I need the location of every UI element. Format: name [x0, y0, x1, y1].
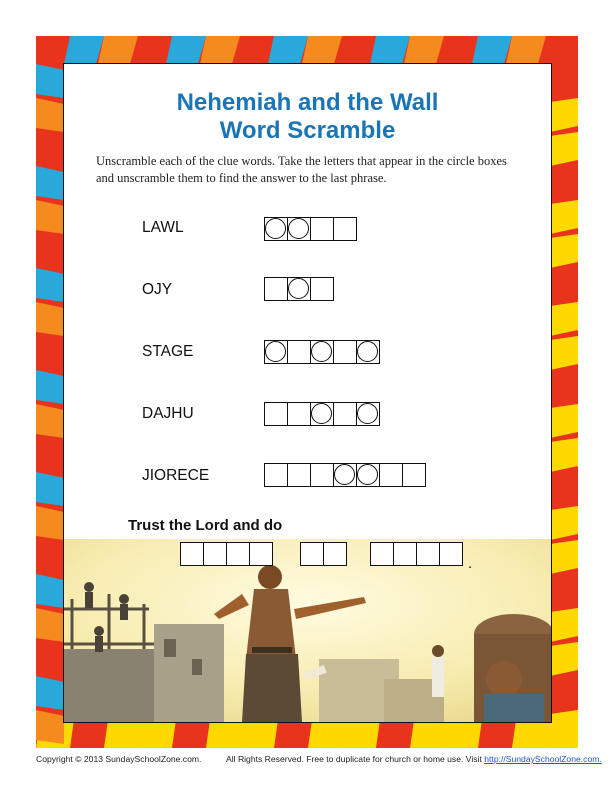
border-tile	[550, 268, 578, 302]
border-tile	[550, 200, 578, 234]
letter-box[interactable]	[310, 463, 334, 487]
letter-box[interactable]	[287, 340, 311, 364]
letter-box[interactable]	[310, 277, 334, 301]
page-title-line1: Nehemiah and the Wall	[176, 89, 439, 116]
final-letter-box[interactable]	[249, 542, 273, 566]
clue-word-5: JIORECE	[142, 467, 210, 484]
answer-boxes-2[interactable]	[264, 277, 334, 301]
letter-box[interactable]	[379, 463, 403, 487]
footer-link[interactable]: http://SundaySchoolZone.com.	[484, 754, 602, 764]
border-tile	[550, 132, 578, 166]
wall-building-illustration	[64, 539, 551, 722]
border-tile	[512, 720, 552, 748]
border-tile	[240, 720, 280, 748]
final-letter-box[interactable]	[439, 542, 463, 566]
border-tile	[550, 472, 578, 506]
border-tile	[540, 36, 578, 64]
footer-rights	[226, 754, 602, 764]
final-answer-boxes-3[interactable]	[370, 542, 463, 566]
border-tile	[550, 336, 578, 370]
border-tile	[550, 438, 578, 472]
border-tile	[36, 370, 64, 404]
circle-letter-box[interactable]	[264, 340, 288, 364]
clue-word-2: OJY	[142, 281, 173, 298]
border-tile	[36, 200, 64, 234]
border-tile	[70, 720, 110, 748]
border-tile	[36, 472, 64, 506]
final-phrase: Trust the Lord and do	[128, 517, 283, 534]
circle-letter-box[interactable]	[333, 463, 357, 487]
letter-box[interactable]	[333, 217, 357, 241]
circle-letter-box[interactable]	[310, 340, 334, 364]
circle-letter-box[interactable]	[356, 402, 380, 426]
border-tile	[550, 166, 578, 200]
border-tile	[36, 166, 64, 200]
final-period: .	[468, 555, 473, 572]
answer-boxes-3[interactable]	[264, 340, 380, 364]
border-tile	[274, 720, 314, 748]
final-letter-box[interactable]	[370, 542, 394, 566]
page-title-line2: Word Scramble	[219, 117, 396, 144]
footer-rights-text: All Rights Reserved. Free to duplicate for church or home use. Visit	[226, 754, 482, 764]
border-tile	[550, 98, 578, 132]
final-letter-box[interactable]	[300, 542, 324, 566]
footer-copyright: Copyright © 2013 SundaySchoolZone.com.	[36, 754, 202, 764]
letter-box[interactable]	[264, 402, 288, 426]
border-tile	[376, 720, 416, 748]
border-tile	[36, 336, 64, 370]
final-letter-box[interactable]	[226, 542, 250, 566]
final-letter-box[interactable]	[180, 542, 204, 566]
border-tile	[104, 720, 144, 748]
letter-box[interactable]	[333, 402, 357, 426]
final-letter-box[interactable]	[203, 542, 227, 566]
border-tile	[36, 234, 64, 268]
border-tile	[550, 404, 578, 438]
border-tile	[342, 720, 382, 748]
border-tile	[206, 720, 246, 748]
instructions: Unscramble each of the clue words. Take the letters that appear in the circle boxes and unscramble them to find the answer to the last phrase.	[96, 154, 507, 185]
border-tile	[478, 720, 518, 748]
letter-box[interactable]	[264, 277, 288, 301]
clue-word-1: LAWL	[142, 219, 184, 236]
letter-box[interactable]	[333, 340, 357, 364]
border-tile	[444, 720, 484, 748]
worksheet-panel	[63, 63, 552, 723]
final-letter-box[interactable]	[323, 542, 347, 566]
border-tile	[36, 268, 64, 302]
border-tile	[36, 302, 64, 336]
final-letter-box[interactable]	[393, 542, 417, 566]
circle-letter-box[interactable]	[356, 463, 380, 487]
border-tile	[138, 720, 178, 748]
circle-letter-box[interactable]	[310, 402, 334, 426]
border-tile	[36, 506, 64, 540]
border-tile	[36, 438, 64, 472]
final-answer-boxes-1[interactable]	[180, 542, 273, 566]
circle-letter-box[interactable]	[264, 217, 288, 241]
border-tile	[550, 234, 578, 268]
border-tile	[36, 132, 64, 166]
letter-box[interactable]	[287, 463, 311, 487]
letter-box[interactable]	[264, 463, 288, 487]
border-tile	[550, 302, 578, 336]
circle-letter-box[interactable]	[287, 277, 311, 301]
circle-letter-box[interactable]	[356, 340, 380, 364]
answer-boxes-4[interactable]	[264, 402, 380, 426]
final-answer-boxes-2[interactable]	[300, 542, 347, 566]
circle-letter-box[interactable]	[287, 217, 311, 241]
border-tile	[36, 404, 64, 438]
border-tile	[308, 720, 348, 748]
border-tile	[550, 64, 578, 98]
border-tile	[172, 720, 212, 748]
letter-box[interactable]	[310, 217, 334, 241]
answer-boxes-1[interactable]	[264, 217, 357, 241]
border-tile	[550, 370, 578, 404]
clue-word-3: STAGE	[142, 343, 194, 360]
letter-box[interactable]	[287, 402, 311, 426]
final-letter-box[interactable]	[416, 542, 440, 566]
border-tile	[410, 720, 450, 748]
clue-word-4: DAJHU	[142, 405, 194, 422]
letter-box[interactable]	[402, 463, 426, 487]
answer-boxes-5[interactable]	[264, 463, 426, 487]
